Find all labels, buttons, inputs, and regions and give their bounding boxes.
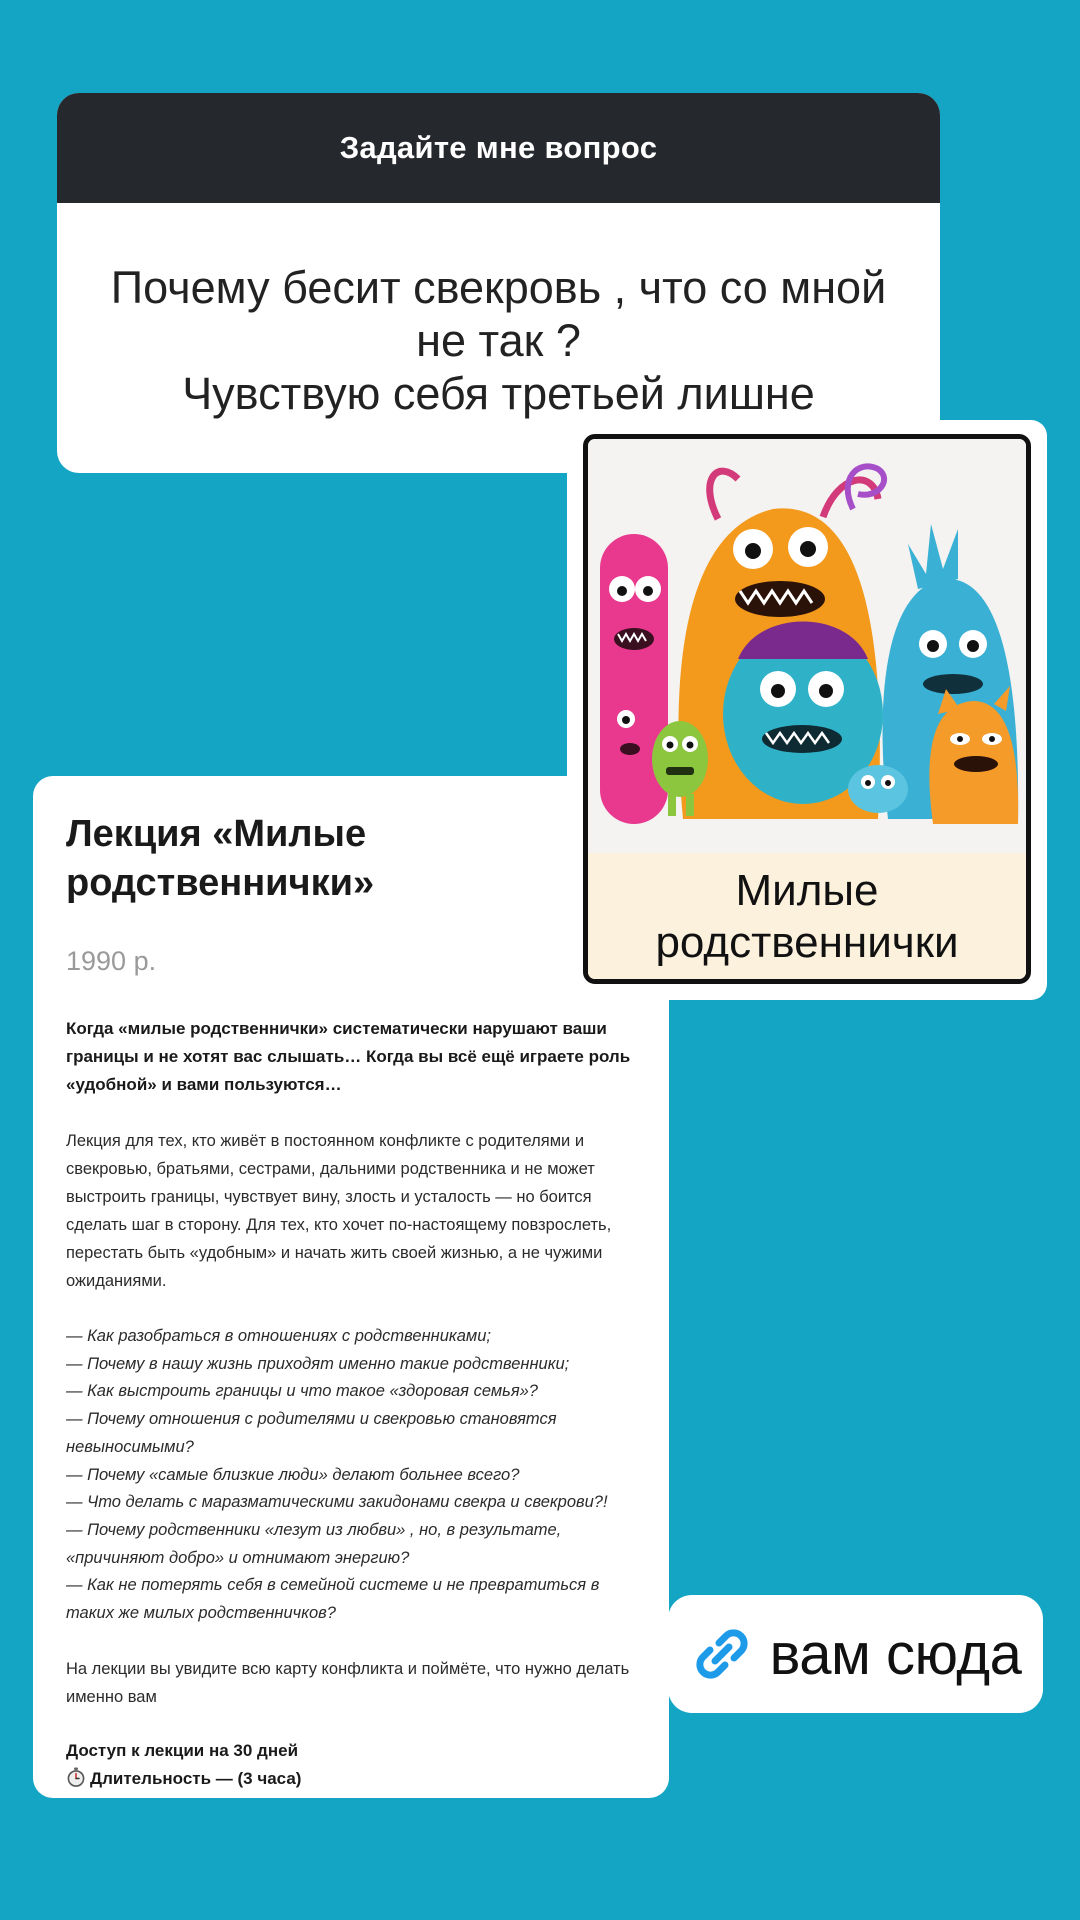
- cover-caption-text: Милые родственнички: [655, 866, 959, 967]
- link-label: вам сюда: [769, 1621, 1022, 1687]
- list-item: — Почему родственники «лезут из любви» , но, в результате, «причиняют добро» и отнимают энергию?: [66, 1520, 562, 1567]
- question-line: не так ?: [416, 315, 581, 366]
- list-item: — Что делать с маразматическими закидонами свекра и свекрови?!: [66, 1493, 608, 1512]
- lecture-access-info: [66, 1737, 636, 1793]
- orange-cat-monster: [929, 686, 1018, 824]
- list-item: — Как разобраться в отношениях с родственниками;: [66, 1327, 491, 1345]
- lecture-cover-sticker[interactable]: [567, 420, 1047, 1000]
- list-item: — Почему «самые близкие люди» делают больнее всего?: [66, 1465, 520, 1484]
- lecture-outro: На лекции вы увидите всю карту конфликта и поймёте, что нужно делать именно вам: [66, 1659, 630, 1706]
- link-sticker-button[interactable]: [668, 1595, 1043, 1713]
- list-item: — Почему отношения с родителями и свекровью становятся невыносимыми?: [66, 1410, 557, 1456]
- tiny-blue-monster: [848, 765, 908, 813]
- question-header: Задайте мне вопрос: [57, 93, 940, 203]
- lecture-description: Лекция для тех, кто живёт в постоянном конфликте с родителями и свекровью, братьями, сестрами, дальними родственника и не может выстроить границы, чувствует вину, злость и усталость — но боится сделать шаг в сторону. Для тех, кто хочет по-настоящему повзрослеть, перестать быть «удобным» и начать жить своей жизнью, а не чужими ожиданиями.: [66, 1132, 612, 1290]
- list-item: — Почему в нашу жизнь приходят именно такие родственники;: [66, 1354, 570, 1373]
- question-line: Чувствую себя третьей лишне: [182, 368, 815, 419]
- question-line: Почему бесит свекровь , что со мной: [110, 262, 887, 313]
- stopwatch-icon: [66, 1767, 86, 1787]
- lecture-topics-list: [66, 1323, 636, 1628]
- cover-caption: [588, 853, 1026, 979]
- lecture-title: Лекция «Милые родственнички»: [66, 813, 375, 904]
- question-sticker[interactable]: [57, 93, 940, 473]
- monsters-illustration: [588, 439, 1026, 853]
- access-duration-days: Доступ к лекции на 30 дней: [66, 1740, 299, 1760]
- list-item: — Как не потерять себя в семейной системе и не превратиться в таких же милых родственничков?: [66, 1576, 600, 1623]
- lecture-intro: Когда «милые родственнички» систематически нарушают ваши границы и не хотят вас слышать… Когда вы всё ещё играете роль «удобной» и вами пользуются…: [66, 1019, 631, 1094]
- list-item: — Как выстроить границы и что такое «здоровая семья»?: [66, 1382, 538, 1401]
- lecture-duration: [66, 1765, 636, 1793]
- lecture-duration-text: Длительность — (3 часа): [90, 1768, 302, 1788]
- lecture-price: 1990 р.: [66, 946, 157, 976]
- link-icon: [690, 1622, 754, 1686]
- cover-frame: [583, 434, 1031, 984]
- question-text: [57, 203, 940, 420]
